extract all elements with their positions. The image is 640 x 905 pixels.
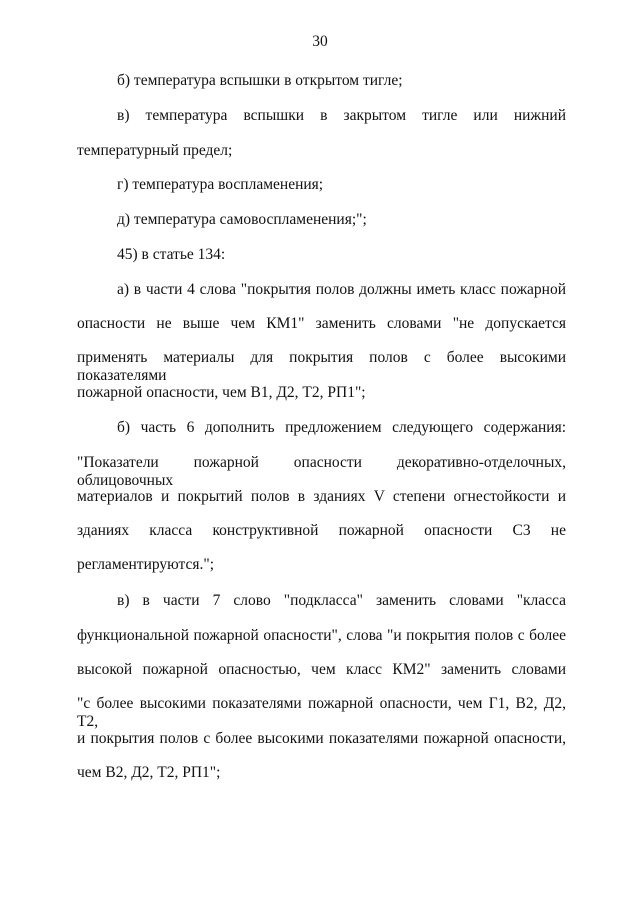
text-line: температурный предел; <box>77 142 233 159</box>
text-line: б) часть 6 дополнить предложением следующего содержания: <box>117 419 566 436</box>
text-line: функциональной пожарной опасности", слова "и покрытия полов с более <box>77 627 566 644</box>
text-line: высокой пожарной опасностью, чем класс КМ2" заменить словами <box>77 661 566 678</box>
text-line: б) температура вспышки в открытом тигле; <box>117 72 403 89</box>
text-line: пожарной опасности, чем В1, Д2, Т2, РП1"; <box>77 384 366 401</box>
text-line: регламентируются."; <box>77 556 215 573</box>
text-line: зданиях класса конструктивной пожарной опасности С3 не <box>77 522 566 539</box>
text-line: чем В2, Д2, Т2, РП1"; <box>77 764 221 781</box>
text-line: 45) в статье 134: <box>117 246 226 263</box>
text-line: в) в части 7 слово "подкласса" заменить словами "класса <box>117 592 566 609</box>
text-line: материалов и покрытий полов в зданиях V степени огнестойкости и <box>77 488 566 505</box>
text-line: применять материалы для покрытия полов с более высокими показателями <box>77 349 566 384</box>
text-line: г) температура воспламенения; <box>117 176 324 193</box>
text-line: и покрытия полов с более высокими показателями пожарной опасности, <box>77 730 566 747</box>
text-line: а) в части 4 слова "покрытия полов должны иметь класс пожарной <box>117 281 566 298</box>
text-line: д) температура самовоспламенения;"; <box>117 211 367 228</box>
page-number: 30 <box>312 33 328 50</box>
text-line: "с более высокими показателями пожарной опасности, чем Г1, В2, Д2, Т2, <box>77 695 566 730</box>
text-line: в) температура вспышки в закрытом тигле или нижний <box>117 107 566 124</box>
text-line: "Показатели пожарной опасности декоративно-отделочных, облицовочных <box>77 454 566 489</box>
text-line: опасности не выше чем КМ1" заменить словами "не допускается <box>77 315 566 332</box>
